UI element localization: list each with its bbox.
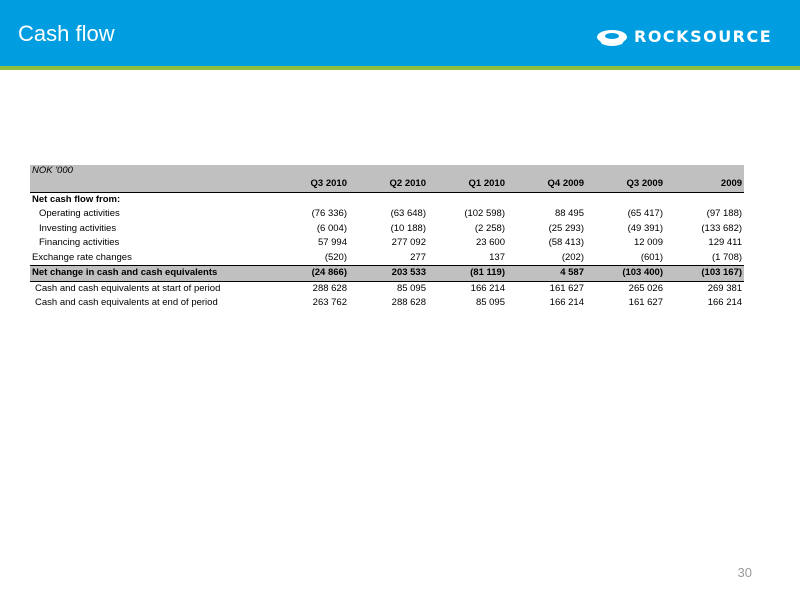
table-cell: (103 400) [586,266,665,282]
table-row [30,281,744,296]
row-label: Exchange rate changes [32,251,132,263]
table-cell: 12 009 [633,237,663,248]
table-cell: 166 214 [549,297,584,308]
column-header-row [30,177,744,192]
table-cell: (103 167) [665,266,744,282]
table-cell: (601) [640,251,663,263]
table-cell: (102 598) [464,208,505,219]
table-cell: (97 188) [706,208,743,219]
cash-flow-table [30,165,744,311]
table-cell: 85 095 [475,297,505,308]
table-cell: (65 417) [627,208,663,219]
column-header: Q3 2010 [270,177,349,192]
table-cell: 288 628 [391,297,426,308]
cash-flow-table-container [30,165,744,311]
table-cell: 23 600 [475,237,505,248]
table-cell: 166 214 [707,297,743,308]
row-label: Operating activities [39,208,120,219]
page-number: 30 [737,565,752,580]
table-cell: 263 762 [312,297,347,308]
row-label: Financing activities [39,237,120,248]
rocksource-logo-icon [596,28,628,46]
company-logo [596,26,772,48]
column-header-empty [30,177,270,192]
column-header: Q4 2009 [507,177,586,192]
row-label: Investing activities [39,222,117,234]
table-cell: (76 336) [311,208,347,219]
table-cell: 277 092 [391,237,426,248]
logo-text: ROCKSOURCE [634,27,773,46]
table-cell: 277 [410,251,426,263]
column-header: Q3 2009 [586,177,665,192]
table-cell: (81 119) [428,266,507,282]
table-row [30,296,744,311]
table-cell: (25 293) [548,222,584,234]
table-cell: 203 533 [349,266,428,282]
row-label: Net change in cash and cash equivalents [30,266,270,282]
table-cell: (133 682) [701,222,743,234]
table-cell: (10 188) [390,222,426,234]
table-cell: 88 495 [554,208,584,219]
section-label: Net cash flow from: [32,193,121,205]
column-header: 2009 [665,177,744,192]
page-title: Cash flow [18,21,115,46]
table-cell: 161 627 [628,297,663,308]
table-cell: (202) [561,251,584,263]
table-cell: (6 004) [316,222,347,234]
table-cell: 57 994 [317,237,347,248]
table-cell: (520) [324,251,347,263]
column-header: Q2 2010 [349,177,428,192]
unit-label: NOK '000 [30,165,744,177]
column-header: Q1 2010 [428,177,507,192]
table-cell: 166 214 [470,282,505,294]
table-row [30,236,744,251]
table-cell: 129 411 [708,237,743,248]
table-row [30,207,744,222]
table-cell: 265 026 [628,282,663,294]
table-cell: 85 095 [396,282,426,294]
unit-row [30,165,744,177]
table-cell: (63 648) [390,208,426,219]
table-row [30,251,744,266]
header-banner [0,0,800,70]
total-row [30,266,744,282]
table-row [30,222,744,237]
table-cell: (24 866) [270,266,349,282]
table-cell: 161 627 [549,282,584,294]
row-label: Cash and cash equivalents at start of period [35,282,221,294]
table-cell: 288 628 [312,282,347,294]
table-cell: 269 381 [707,282,743,294]
table-cell: (1 708) [711,251,743,263]
table-cell: 137 [489,251,505,263]
table-cell: (49 391) [627,222,663,234]
table-cell: 4 587 [507,266,586,282]
row-label: Cash and cash equivalents at end of period [35,297,218,308]
section-row [30,192,744,207]
table-cell: (2 258) [474,222,505,234]
table-cell: (58 413) [548,237,584,248]
